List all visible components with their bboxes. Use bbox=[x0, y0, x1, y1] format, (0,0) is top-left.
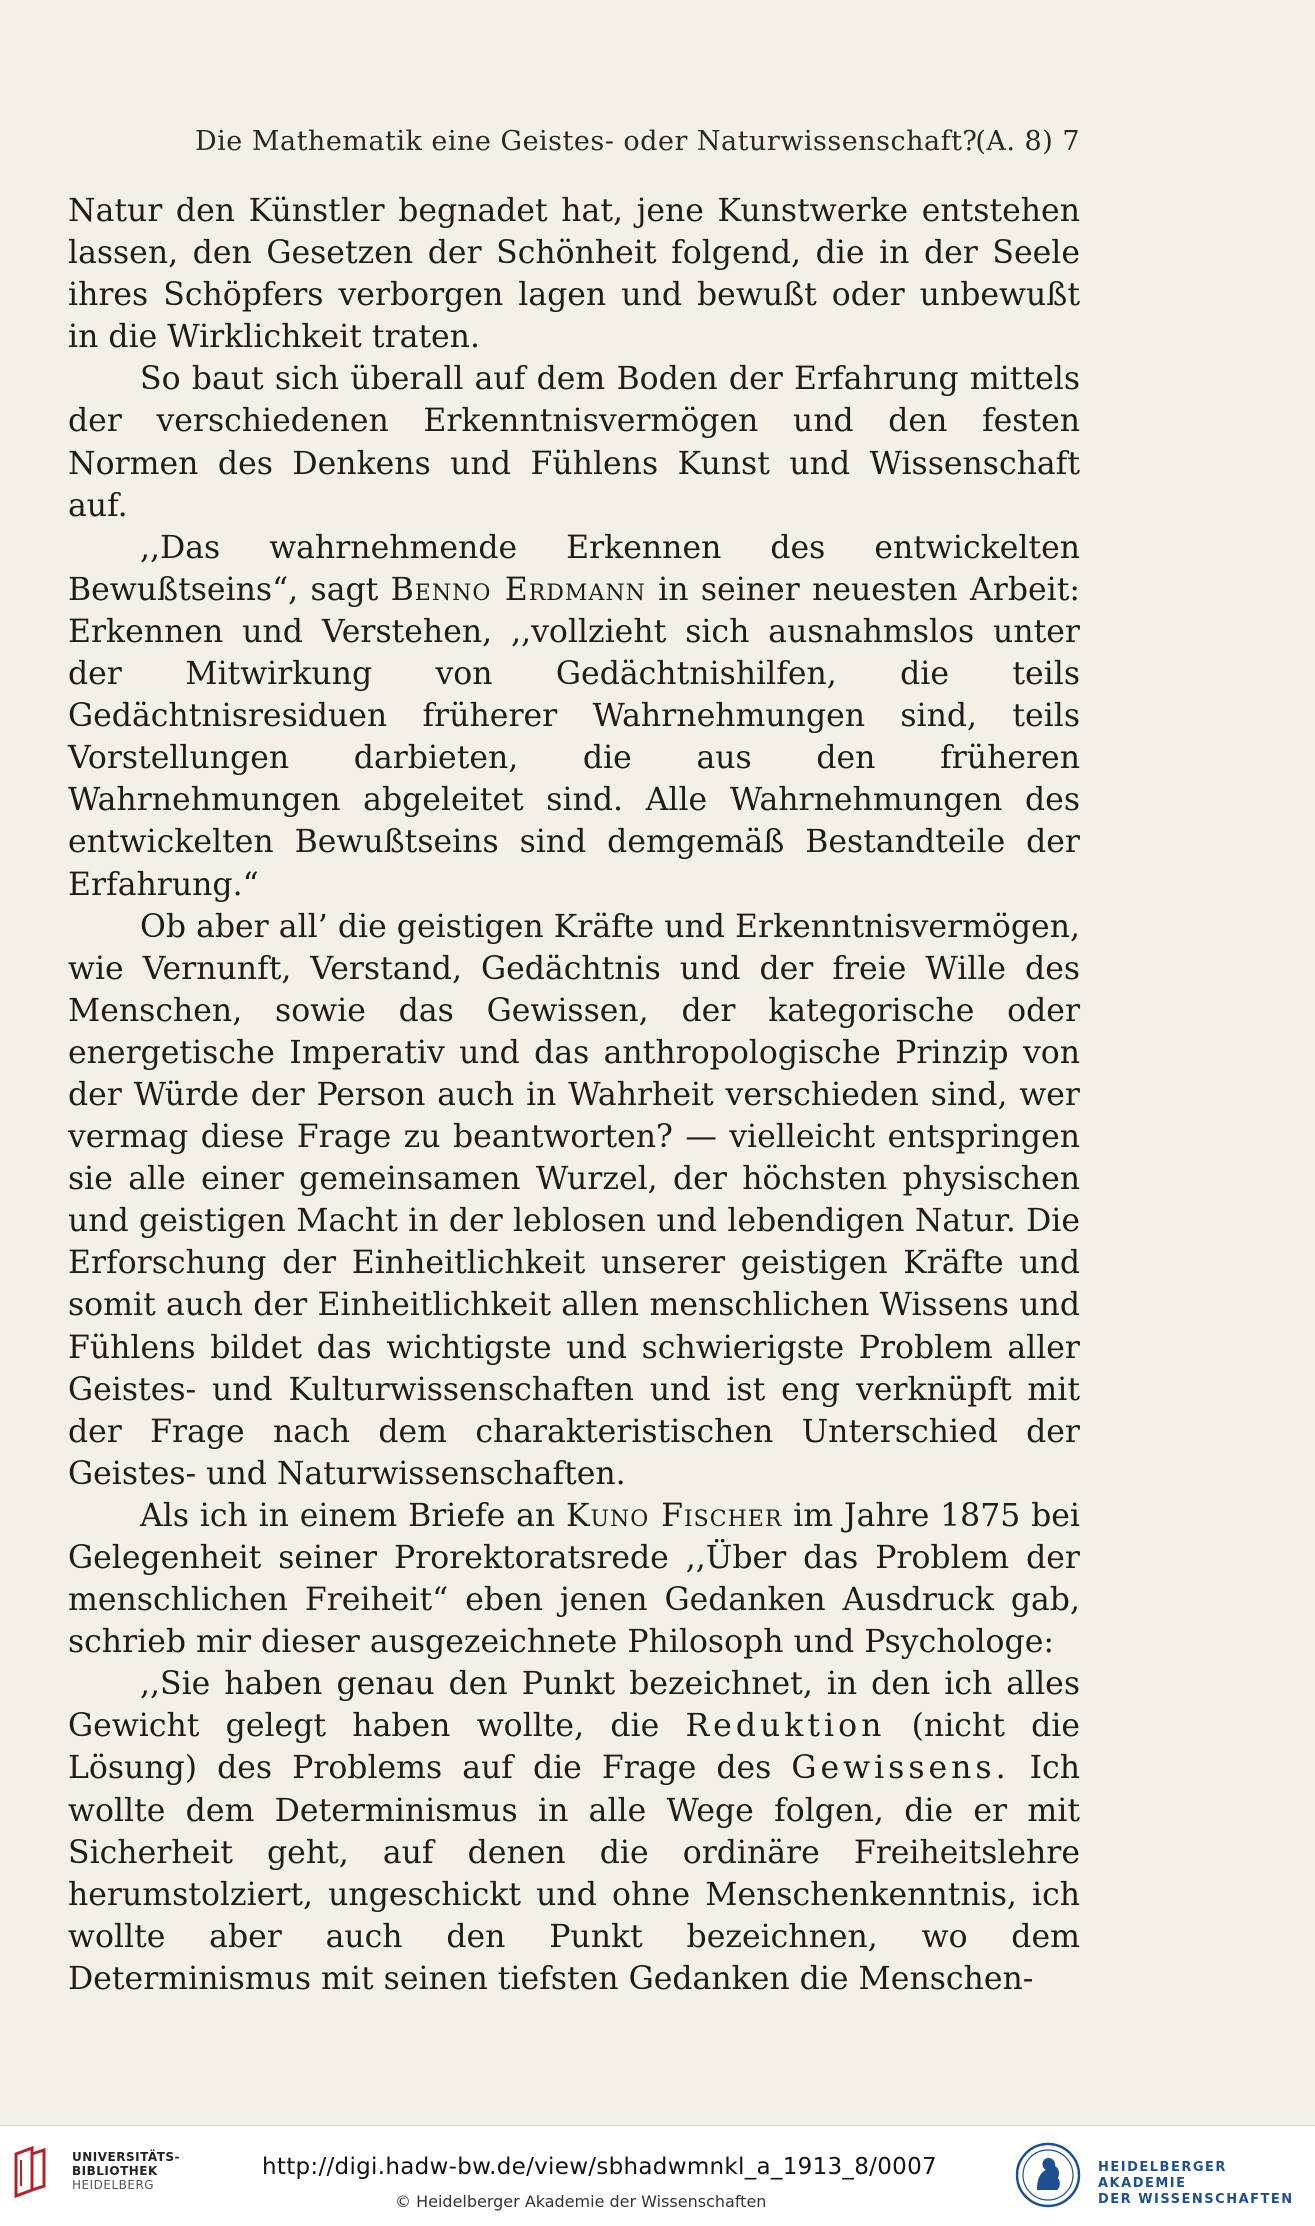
paragraph-2: So baut sich überall auf dem Boden der Erfahrung mittels der verschiedenen Erkenntnisvermögen und den festen Normen des Denkens und Fühlens Kunst und Wissenschaft auf. bbox=[68, 361, 1080, 524]
paragraph-6-middle: (nicht die Lösung) des Problems auf die Frage des bbox=[68, 1708, 1080, 1787]
hadw-line-2: DER WISSENSCHAFTEN bbox=[1098, 2192, 1294, 2207]
body-text bbox=[68, 190, 1080, 2000]
paragraph-3 bbox=[68, 527, 1080, 906]
author-name-fischer: Kuno Fischer bbox=[565, 1497, 783, 1534]
paragraph-5-start: Als ich in einem Briefe an bbox=[140, 1497, 566, 1534]
hadw-name bbox=[1098, 2160, 1315, 2208]
emphasis-reduktion: Reduktion bbox=[685, 1708, 886, 1745]
viewer-footer bbox=[0, 2125, 1315, 2226]
paragraph-6 bbox=[68, 1663, 1080, 2000]
ub-line-3: HEIDELBERG bbox=[72, 2178, 155, 2192]
ub-line-1: UNIVERSITÄTS- bbox=[72, 2150, 181, 2164]
paragraph-3-start: ,,Das wahrnehmende Erkennen des entwickelten Bewußtseins“, sagt bbox=[68, 529, 1080, 608]
author-name-erdmann: Benno Erdmann bbox=[390, 571, 646, 608]
paragraph-4: Ob aber all’ die geistigen Kräfte und Erkenntnisvermögen, wie Vernunft, Verstand, Gedächtnis und der freie Wille des Menschen, sowie das Gewissen, der kategorische oder energetische Imperativ und das anthropologische Prinzip von der Würde der Person auch in Wahrheit verschieden sind, wer vermag diese Frage zu beantworten? — vielleicht entspringen sie alle einer gemeinsamen Wurzel, der höchsten physischen und geistigen Macht in der leblosen und lebendigen Natur. Die Erforschung der Einheitlichkeit unserer geistigen Kräfte und somit auch der Einheitlichkeit allen menschlichen Wissens und Fühlens bildet das wichtigste und schwierigste Problem aller Geistes- und Kulturwissenschaften und ist eng verknüpft mit der Frage nach dem charakteristischen Unterschied der Geistes- und Naturwissenschaften. bbox=[68, 908, 1080, 1492]
hadw-line-1: HEIDELBERGER AKADEMIE bbox=[1098, 2160, 1227, 2191]
ub-name bbox=[72, 2150, 180, 2192]
paragraph-5-end: im Jahre 1875 bei Gelegenheit seiner Prorektoratsrede ,,Über das Problem der menschlichen Freiheit“ eben jenen Gedanken Ausdruck gab, schrieb mir dieser ausgezeichnete Philosoph und Psychologe: bbox=[68, 1497, 1080, 1661]
header-title: Die Mathematik eine Geistes- oder Naturwissenschaft? bbox=[195, 126, 978, 157]
paragraph-3-end: in seiner neuesten Arbeit: Erkennen und Verstehen, ,,vollzieht sich ausnahmslos unter der Mitwirkung von Gedächtnishilfen, die teils Gedächtnisresiduen früherer Wahrnehmungen sind, teils Vorstellungen darbieten, die aus den früheren Wahrnehmungen abgeleitet sind. Alle Wahrnehmungen des entwickelten Bewußtseins sind demgemäß Bestandteile der Erfahrung.“ bbox=[68, 571, 1080, 903]
ub-logo-icon bbox=[12, 2146, 48, 2198]
running-header bbox=[195, 126, 1080, 157]
emphasis-gewissens: Gewissens. bbox=[791, 1750, 1010, 1787]
copyright-notice: © Heidelberger Akademie der Wissenschaften bbox=[395, 2192, 767, 2211]
hadw-seal-icon bbox=[1015, 2142, 1081, 2208]
paragraph-5 bbox=[68, 1495, 1080, 1663]
header-page-ref: (A. 8) 7 bbox=[975, 126, 1080, 157]
paragraph-1: Natur den Künstler begnadet hat, jene Kunstwerke entstehen lassen, den Gesetzen der Schönheit folgend, die in der Seele ihres Schöpfers verborgen lagen und bewußt oder unbewußt in die Wirklichkeit traten. bbox=[68, 193, 1080, 356]
paragraph-6-start: ,,Sie haben genau den Punkt bezeichnet, in den ich alles Gewicht gelegt haben wollte, die bbox=[68, 1666, 1080, 1745]
permalink-url[interactable]: http://digi.hadw-bw.de/view/sbhadwmnkl_a_1913_8/0007 bbox=[262, 2154, 937, 2180]
ub-line-2: BIBLIOTHEK bbox=[72, 2164, 158, 2178]
paragraph-6-end: Ich wollte dem Determinismus in alle Wege folgen, die er mit Sicherheit geht, auf denen die ordinäre Freiheitslehre herumstolziert, ungeschickt und ohne Menschenkenntnis, ich wollte aber auch den Punkt bezeichnen, wo dem Determinismus mit seinen tiefsten Gedanken die Menschen- bbox=[68, 1750, 1080, 1997]
